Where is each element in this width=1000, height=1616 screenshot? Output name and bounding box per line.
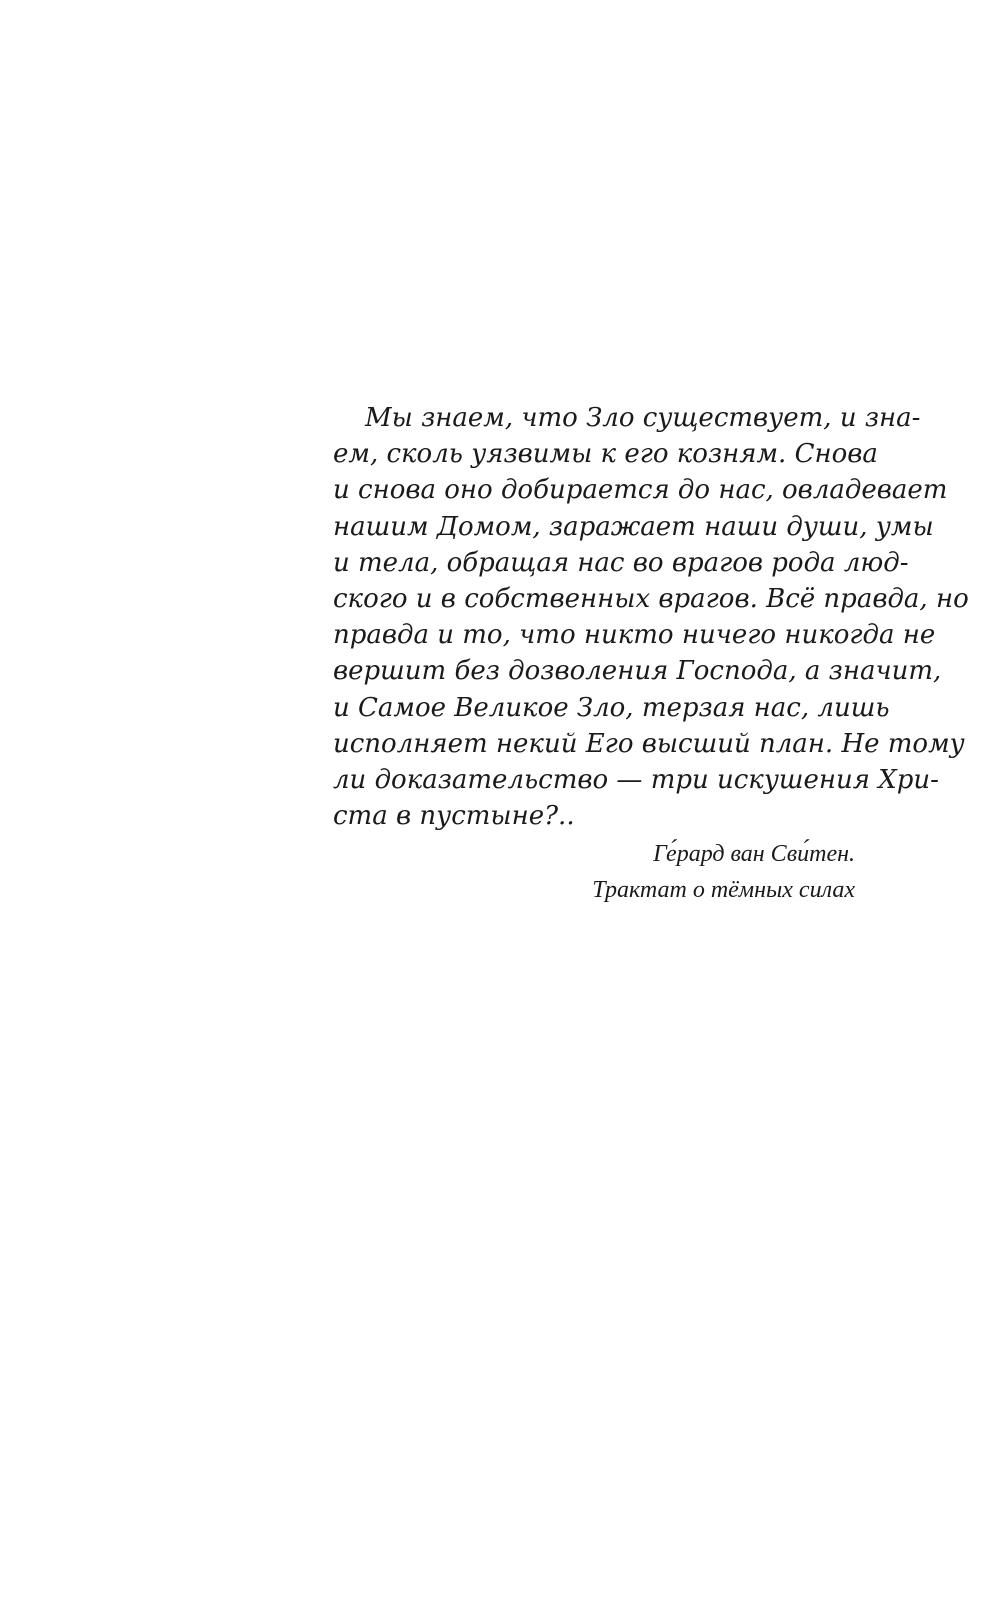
quote-line: и Самое Великое Зло, терзая нас, лишь bbox=[333, 692, 890, 723]
quote-line: и снова оно добирается до нас, овладевает bbox=[333, 475, 948, 506]
quote-line: ста в пустыне?.. bbox=[333, 801, 575, 832]
epigraph-attribution bbox=[333, 836, 855, 908]
quote-line: правда и то, что никто ничего никогда не bbox=[333, 620, 936, 651]
quote-line: нашим Домом, заражает наши души, умы bbox=[333, 511, 934, 542]
quote-line: ского и в собственных врагов. Всё правда, но bbox=[333, 583, 969, 614]
epigraph bbox=[333, 400, 969, 908]
quote-line: вершит без дозволения Господа, а значит, bbox=[333, 656, 942, 687]
quote-line: Мы знаем, что Зло существует, и зна- bbox=[365, 403, 921, 433]
attribution-author: Ге́рард ван Сви́тен. bbox=[653, 841, 855, 868]
epigraph-quote bbox=[333, 400, 969, 834]
quote-line: ли доказательство — три искушения Хри- bbox=[333, 764, 939, 795]
attribution-source: Трактат о тёмных силах bbox=[592, 877, 855, 904]
quote-line: и тела, обращая нас во врагов рода люд- bbox=[333, 547, 909, 578]
quote-line: ем, сколь уязвимы к его козням. Снова bbox=[333, 439, 878, 470]
quote-line: исполняет некий Его высший план. Не тому bbox=[333, 728, 965, 759]
